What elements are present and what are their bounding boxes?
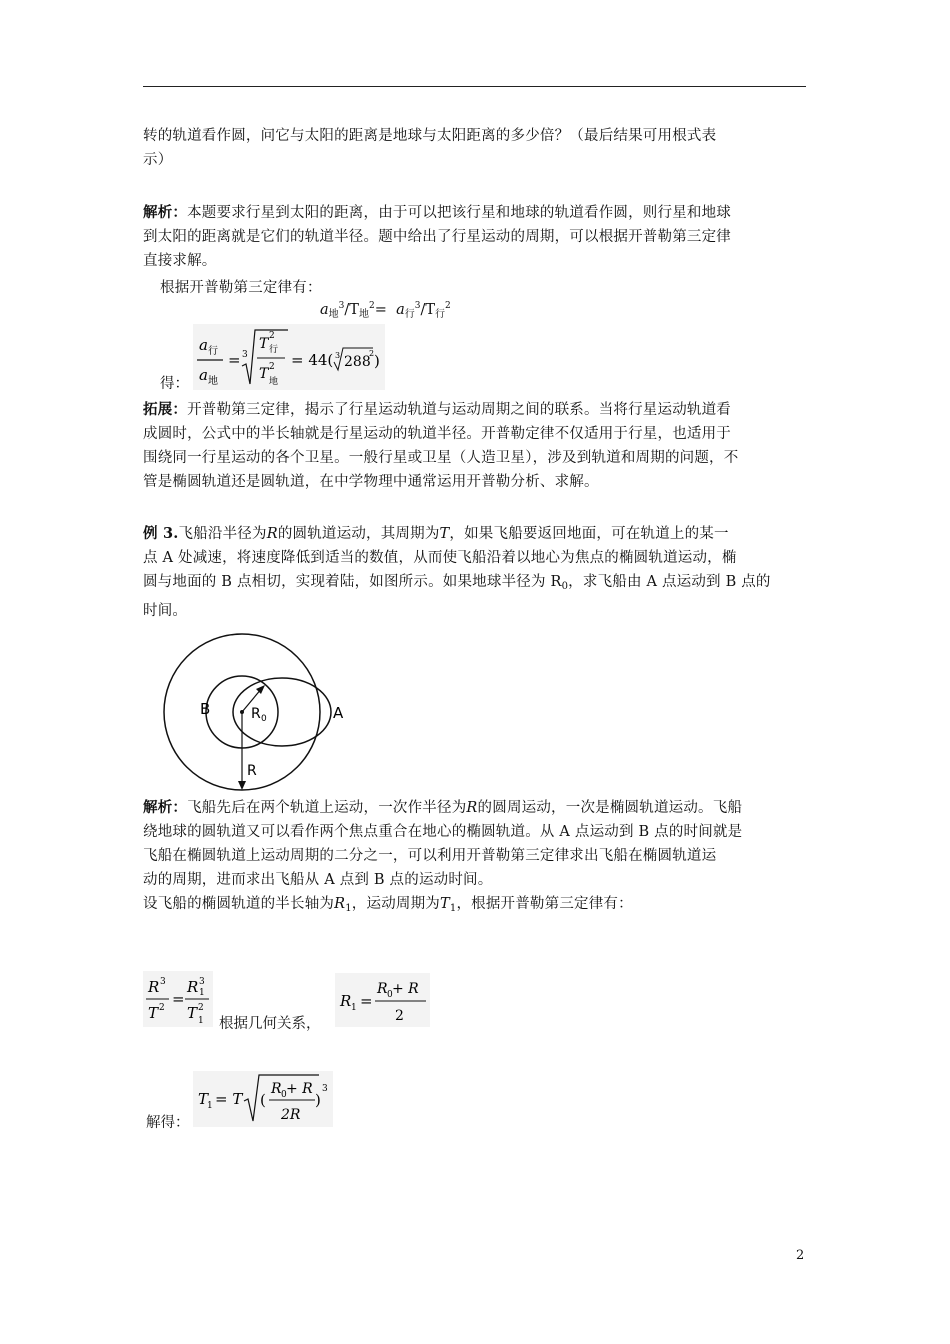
svg-text:+ R: + R (392, 981, 419, 997)
svg-text:2: 2 (369, 349, 375, 358)
svg-text:288: 288 (344, 354, 371, 370)
f1-hang: 行 (208, 346, 218, 357)
analysis-1: 解析：本题要求行星到太阳的距离，由于可以把该行星和地球的轨道看作圆，则行星和地球 到太阳的距离就是它们的轨道半径。题中给出了行星运动的周期，可以根据开普勒第三定律 直接求解。 (143, 204, 732, 269)
svg-text:R: R (148, 978, 160, 996)
f1-di: 地 (208, 376, 218, 387)
svg-text:): ) (374, 352, 380, 370)
expansion: 拓展：开普勒第三定律，揭示了行星运动轨道与运动周期之间的联系。当将行星运动轨道看 成圆时，公式中的半长轴就是行星运动的轨道半径。开普勒定律不仅适用于行星，也适用于 围绕同一行星运动的各个卫星。一般行星或卫星（人造卫星），涉及到轨道和周期的问题，不 管是椭圆轨道还是圆轨道，在中学物理中通常运用开普勒分析、求解。 (143, 401, 739, 490)
example-label: 例 3 (143, 525, 174, 542)
svg-text:T: T (187, 1004, 198, 1022)
f1-a-top: a (199, 336, 208, 354)
elliptical-orbit (233, 678, 331, 746)
svg-text:0: 0 (261, 714, 267, 724)
de-label: 得： (160, 376, 189, 392)
point-b-label: B (200, 700, 211, 718)
svg-text:1: 1 (207, 1101, 213, 1111)
svg-text:+ R: + R (286, 1081, 313, 1097)
question-continuation: 转的轨道看作圆，问它与太阳的距离是地球与太阳距离的多少倍？（最后结果可用根式表 示） (143, 128, 717, 168)
svg-text:1: 1 (351, 1003, 357, 1013)
svg-text:3: 3 (322, 1084, 328, 1094)
svg-text:=: = (360, 992, 373, 1010)
svg-text:3: 3 (335, 351, 341, 360)
svg-text:R: R (187, 978, 199, 996)
formula-ratio-box (193, 324, 385, 390)
analysis-label-2: 解析： (143, 799, 188, 816)
svg-text:T: T (259, 366, 269, 382)
svg-text:(: ( (260, 1091, 266, 1109)
svg-text:2: 2 (269, 362, 275, 372)
svg-text:0: 0 (281, 1090, 287, 1100)
analysis-label: 解析： (143, 204, 188, 221)
svg-text:= 44(: = 44( (291, 351, 334, 369)
f1-a-bot: a (199, 366, 208, 384)
svg-text:2R: 2R (281, 1107, 301, 1123)
orbit-diagram (150, 626, 350, 792)
svg-text:R: R (377, 981, 388, 997)
analysis-2: 解析：飞船先后在两个轨道上运动，一次作半径为R的圆周运动，一次是椭圆轨道运动。飞船 绕地球的圆轨道又可以看作两个焦点重合在地心的椭圆轨道。从 A 点运动到 B 点的时间就是 飞船在椭圆轨道上运动周期的二分之一，可以利用开普勒第三定律求出飞船在椭圆轨道运 动的周期，进而求出飞船从 A 点到 B 点的运动时间。 设飞船的椭圆轨道的半长轴为$R_1$，运动周期为$T_1$，根据开普勒第三定律有： (143, 799, 743, 914)
svg-text:= T: = T (215, 1090, 243, 1108)
r-label: R (247, 763, 257, 779)
page-number: 2 (796, 1248, 805, 1263)
svg-text:1: 1 (198, 1016, 204, 1026)
svg-text:2: 2 (159, 1003, 165, 1013)
svg-text:R: R (271, 1081, 282, 1097)
formula-semi-axis-box (335, 973, 430, 1027)
kepler-intro: 根据开普勒第三定律有： (160, 280, 322, 296)
expansion-label: 拓展： (143, 401, 188, 418)
geometry-label: 根据几何关系， (219, 1016, 321, 1032)
svg-text:0: 0 (387, 990, 393, 1000)
orbit-svg (150, 626, 350, 792)
kepler-equation: $a_地^3/T_地^2= a_行^3/T_行^2$ (320, 301, 451, 320)
svg-text:): ) (315, 1091, 321, 1109)
svg-text:T: T (198, 1090, 209, 1108)
formula-kepler-box (143, 971, 213, 1027)
svg-text:3: 3 (199, 977, 205, 987)
svg-text:2: 2 (269, 331, 275, 341)
formula-ratio-svg (193, 324, 385, 390)
svg-text:行: 行 (269, 345, 279, 355)
svg-text:2: 2 (198, 1003, 204, 1013)
r0-label: R (251, 706, 261, 722)
svg-text:3: 3 (160, 977, 166, 987)
point-a-label: A (333, 704, 344, 722)
svg-text:地: 地 (269, 377, 279, 387)
svg-text:=: = (172, 990, 185, 1008)
header-rule (143, 86, 806, 87)
f1-root-index: 3 (242, 350, 248, 360)
svg-text:T: T (148, 1004, 159, 1022)
svg-text:T: T (259, 336, 269, 352)
formula-period-box (193, 1071, 333, 1127)
solve-label: 解得： (146, 1115, 190, 1131)
svg-text:2: 2 (395, 1008, 404, 1024)
f1-eq: = (228, 351, 241, 369)
svg-text:1: 1 (199, 988, 205, 998)
example-3: 例 3.飞船沿半径为R的圆轨道运动，其周期为T，如果飞船要返回地面，可在轨道上的某一 点 A 处减速，将速度降低到适当的数值，从而使飞船沿着以地心为焦点的椭圆轨道运动，椭 圆与地面的 B 点相切，实现着陆，如图所示。如果地球半径为 $R_0$，求飞船由 A 点运动到 B 点的 时间。 (143, 525, 771, 619)
svg-text:R: R (340, 992, 352, 1010)
